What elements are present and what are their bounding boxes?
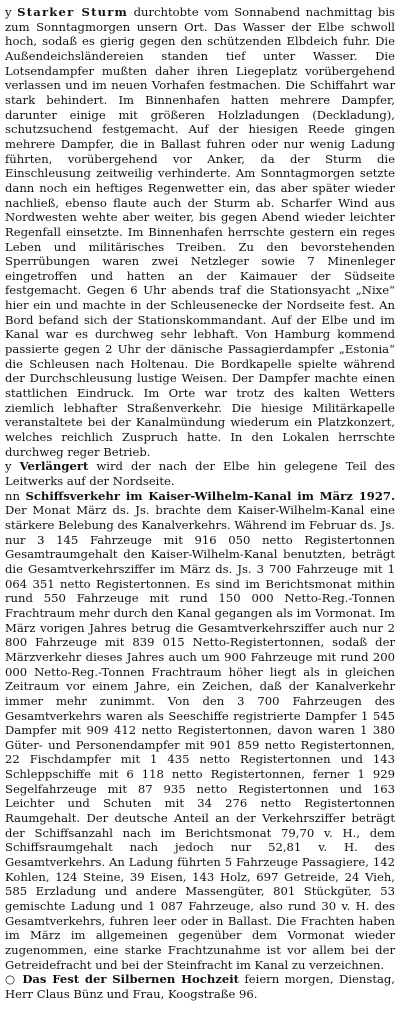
article-body: durchtobte vom Sonnabend nachmittag bis zum Sonntagmorgen unsern Ort. Das Wasser der Elbe schwoll hoch, sodaß es gierig gegen den schützenden Elbdeich fuhr. Die Außendeichsländereien standen tief unter Wasser. Die Lotsendampfer mußten daher ihren Liegeplatz vorübergehend verlassen und im neuen Vorhafen festmachen. Die Schiffahrt war stark behindert. Im Binnenhafen hatten mehrere Dampfer, darunter einige mit größeren Holzladungen (Deckladung), schutzsuchend festgemacht. Auf der hiesigen Reede gingen mehrere Dampfer, die in Ballast fuhren oder nur wenig Ladung führten, vorübergehend vor Anker, da der Sturm die Einschleusung zeitweilig verhinderte. Am Sonntagmorgen setzte dann noch ein heftiges Regenwetter ein, das aber später wieder nachließ, ebenso flaute auch der Sturm ab. Scharfer Wind aus Nordwesten wehte aber weiter, bis gegen Abend wieder leichter Regenfall einsetzte. Im Binnenhafen herrschte gestern ein reges Leben und militärisches Treiben. Zu den bevorstehenden Sperrübungen waren zwei Netzleger sowie 7 Minenleger eingetroffen und hatten an der Kaimauer der Südseite festgemacht. Gegen 6 Uhr abends traf die Stationsyacht „Nixe“ hier ein und machte in der Schleusenecke der Nordseite fest. An Bord befand sich der Stationskommandant. Auf der Elbe und im Kanal war es durchweg sehr lebhaft. Von Hamburg kommend passierte gegen 2 Uhr der dänische Passagierdampfer „Estonia“ die Schleusen nach Holtenau. Die Bordkapelle spielte während der Durchschleusung lustige Weisen. Der Dampfer machte einen stattlichen Eindruck. Im Orte war trotz des kalten Wetters ziemlich lebhafter Straßenverkehr. Die hiesige Militärkapelle veranstaltete bei der Kanalmündung wiederum ein Platzkonzert, welches reichlich Zuspruch hatte. In den Lokalen herrschte durchweg reger Betrieb. — [5, 5, 396, 459]
article-body: wird der nach der Elbe hin gelegene Teil des Leitwerks auf der Nordseite. — [5, 459, 396, 488]
article-canal-traffic — [5, 489, 395, 973]
article-marker: y — [5, 459, 12, 474]
article-headline: Starker Sturm — [17, 5, 129, 19]
article-marker: nn — [5, 488, 20, 503]
article-headline: Schiffsverkehr im Kaiser-Wilhelm-Kanal im März 1927. — [25, 488, 396, 503]
article-storm — [5, 5, 395, 459]
article-headline: Das Fest der Silbernen Hochzeit — [22, 972, 239, 987]
article-marker: ○ — [5, 972, 17, 987]
article-headline: Verlängert — [19, 459, 89, 474]
article-marker: y — [5, 5, 12, 19]
article-body: feiern morgen, Dienstag, Herr Claus Bünz und Frau, Koogstraße 96. — [5, 972, 395, 1001]
article-leitwerk — [5, 459, 395, 488]
article-silver-wedding — [5, 972, 395, 1001]
article-body: Der Monat März ds. Js. brachte dem Kaiser-Wilhelm-Kanal eine stärkere Belebung des Kanalverkehrs. Während im Februar ds. Js. nur 3 145 Fahrzeuge mit 916 050 netto Registertonnen Gesamtraumgehalt den Kaiser-Wilhelm-Kanal benutzten, beträgt die Gesamtverkehrsziffer im März ds. Js. 3 700 Fahrzeuge mit 1 064 351 netto Registertonnen. Es sind im Berichtsmonat mithin rund 550 Fahrzeuge mit rund 150 000 Netto-Reg.-Tonnen Frachtraum mehr durch den Kanal gegangen als im Vormonat. Im März vorigen Jahres betrug die Gesamtverkehrsziffer auch nur 2 800 Fahrzeuge mit 839 015 Netto-Registertonnen, sodaß der Märzverkehr dieses Jahres auch um 900 Fahrzeuge mit rund 200 000 Netto-Reg.-Tonnen Frachtraum höher liegt als in gleichen Zeitraum vor einem Jahre, ein Zeichen, daß der Kanalverkehr immer mehr zunimmt. Von den 3 700 Fahrzeugen des Gesamtverkehrs waren als Seeschiffe registrierte Dampfer 1 545 Dampfer mit 909 412 netto Registertonnen, davon waren 1 380 Güter- und Personendampfer mit 901 859 netto Registertonnen, 22 Fischdampfer mit 1 435 netto Registertonnen und 143 Schleppschiffe mit 6 118 netto Registertonnen, ferner 1 929 Segelfahrzeuge mit 87 935 netto Registertonnen und 163 Leichter und Schuten mit 34 276 netto Registertonnen Raumgehalt. Der deutsche Anteil an der Verkehrsziffer beträgt der Schiffsanzahl nach im Berichtsmonat 79,70 v. H., dem Schiffsraumgehalt nach jedoch nur 52,81 v. H. des Gesamtverkehrs. An Ladung führten 5 Fahrzeuge Passagiere, 142 Kohlen, 124 Steine, 39 Eisen, 143 Holz, 697 Getreide, 24 Vieh, 585 Erzladung und andere Massengüter, 801 Stückgüter, 53 gemischte Ladung und 1 087 Fahrzeuge, also rund 30 v. H. des Gesamtverkehrs, fuhren leer oder in Ballast. Die Frachten haben im März im allgemeinen gegenüber dem Vormonat wieder zugenommen, eine starke Frachtzunahme ist vor allem bei der Getreidefracht und bei der Steinfracht im Kanal zu verzeichnen. — [5, 503, 395, 972]
